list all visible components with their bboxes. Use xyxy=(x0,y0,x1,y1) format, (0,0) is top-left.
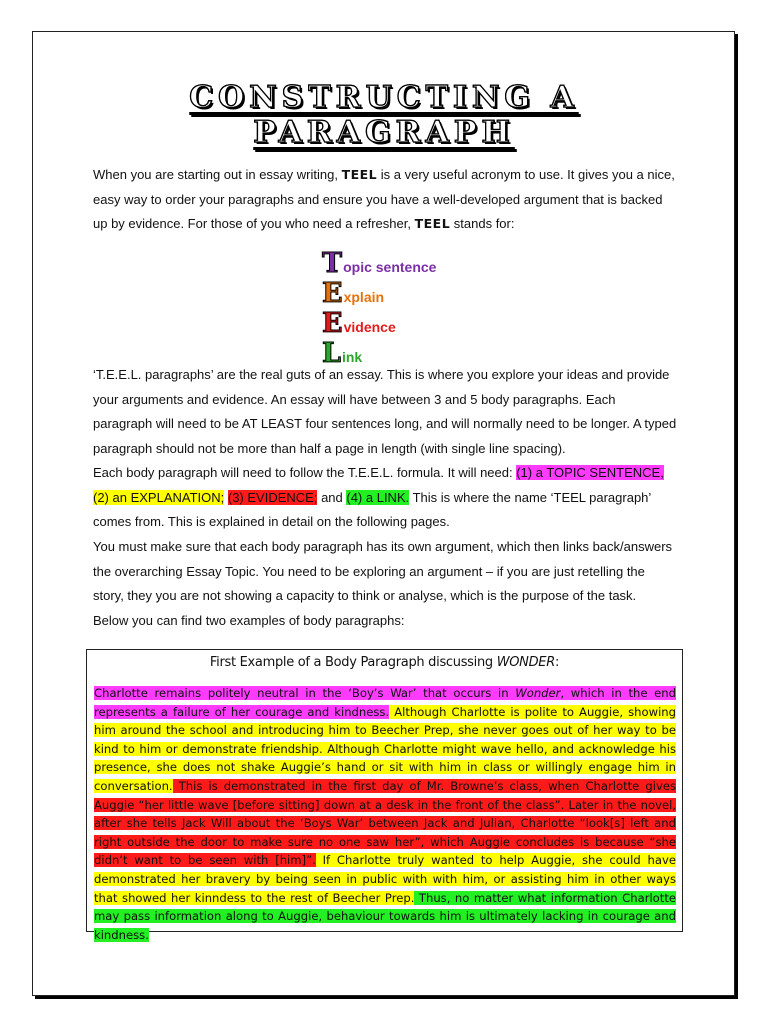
example-heading-colon: : xyxy=(554,655,560,670)
example-explanation-2: If Charlotte truly wanted to help Auggie, she could have demonstrated her bravery by being seen in public with with him, or assisting him in other ways that showed her kinndess to the rest of Beecher Prep. xyxy=(94,853,676,905)
formula-end: This is where the name ‘TEEL paragraph’ comes from. This is explained in detail on the following pages. xyxy=(93,489,651,530)
teel-letter-e1: E xyxy=(322,278,343,309)
page-title-line-1: CONSTRUCTING A xyxy=(189,80,579,115)
body-paragraph-1: ‘T.E.E.L. paragraphs’ are the real guts of an essay. This is where you explore your ideas and provide your arguments and evidence. An essay will have between 3 and 5 body paragraphs. Each paragraph will need to be AT LEAST four sentences long, and will normally need to be longer. A typed paragraph should not be more than half a page in length (with single line spacing). xyxy=(93,367,677,457)
example-heading xyxy=(87,655,682,670)
example-link: Thus, no matter what information Charlotte may pass information along to Auggie, behaviour towards him is ultimately lacking in courage and kindness. xyxy=(94,890,676,942)
teel-letter-e2: E xyxy=(322,308,343,339)
teel-word-topic: opic sentence xyxy=(343,259,437,275)
example-paragraph xyxy=(94,684,676,944)
intro-paragraph xyxy=(93,163,678,237)
example-evidence: This is demonstrated in the first day of Mr. Browne’s class, when Charlotte gives Auggie “her little wave [before sitting] down at a desk in the front of the class”. Later in the novel, after she tells Jack Will about the ‘Boys War’ between Jack and Julian, Charlotte “look[s] left and right outside the door to make sure no one saw her”, which Auggie concludes is because “she didn’t want to be seen with [him]”. xyxy=(94,778,676,868)
highlight-explanation: (2) an EXPLANATION; xyxy=(93,489,225,505)
intro-text-3: stands for: xyxy=(450,216,515,232)
example-explanation: Although Charlotte is polite to Auggie, showing him around the school and introducing him to Beecher Prep, she never goes out of her way to be kind to him or demonstrate friendship. Although Charlotte might wave hello, and acknowledge his presence, she does not shake Auggie’s hand or sit with him in class or willingly engage him in conversation. xyxy=(94,704,676,793)
example-topic-book-title: Wonder xyxy=(515,686,561,700)
example-topic-a: Charlotte remains politely neutral in the ‘Boy’s War’ that occurs in xyxy=(94,686,516,700)
highlight-evidence: (3) EVIDENCE; xyxy=(227,489,318,505)
teel-word-link: ink xyxy=(341,349,363,365)
example-heading-title: WONDER xyxy=(496,655,555,670)
highlight-topic-sentence: (1) a TOPIC SENTENCE, xyxy=(516,465,664,480)
body-paragraph-4: Below you can find two examples of body paragraphs: xyxy=(93,613,405,628)
formula-intro: Each body paragraph will need to follow the T.E.E.L. formula. It will need: xyxy=(93,465,517,480)
teel-word-evidence: vidence xyxy=(343,319,396,335)
intro-text-2: is a very useful acronym to use. It gives you a nice, easy way to order your paragraphs and ensure you have a well-developed argument that is backed up by evidence. For those of you who need a refresher, xyxy=(93,167,675,232)
body-paragraph-2 xyxy=(93,461,678,535)
highlight-link: (4) a LINK. xyxy=(346,489,410,505)
teel-item-evidence xyxy=(322,309,542,339)
formula-and: and xyxy=(317,489,347,505)
intro-text-1: When you are starting out in essay writing, xyxy=(93,167,342,182)
teel-list xyxy=(322,249,542,369)
teel-letter-t: T xyxy=(322,248,343,279)
example-topic-c: , which in the end represents a failure of her courage and kindness. xyxy=(94,686,676,719)
teel-item-explain xyxy=(322,279,542,309)
teel-item-topic xyxy=(322,249,542,279)
example-heading-text: First Example of a Body Paragraph discussing xyxy=(209,655,497,670)
example-box xyxy=(86,649,683,942)
teel-word-explain: xplain xyxy=(343,289,385,305)
teel-letter-l: L xyxy=(322,338,341,369)
page-title-line-2: PARAGRAPH xyxy=(253,115,515,150)
teel-acronym-2: TEEL xyxy=(414,216,451,232)
body-paragraph-3: You must make sure that each body paragraph has its own argument, which then links back/answers the overarching Essay Topic. You need to be exploring an argument – if you are just retelling the story, they you are not showing a capacity to think or analyse, which is the purpose of the task. xyxy=(93,539,673,604)
teel-acronym-1: TEEL xyxy=(341,167,378,182)
